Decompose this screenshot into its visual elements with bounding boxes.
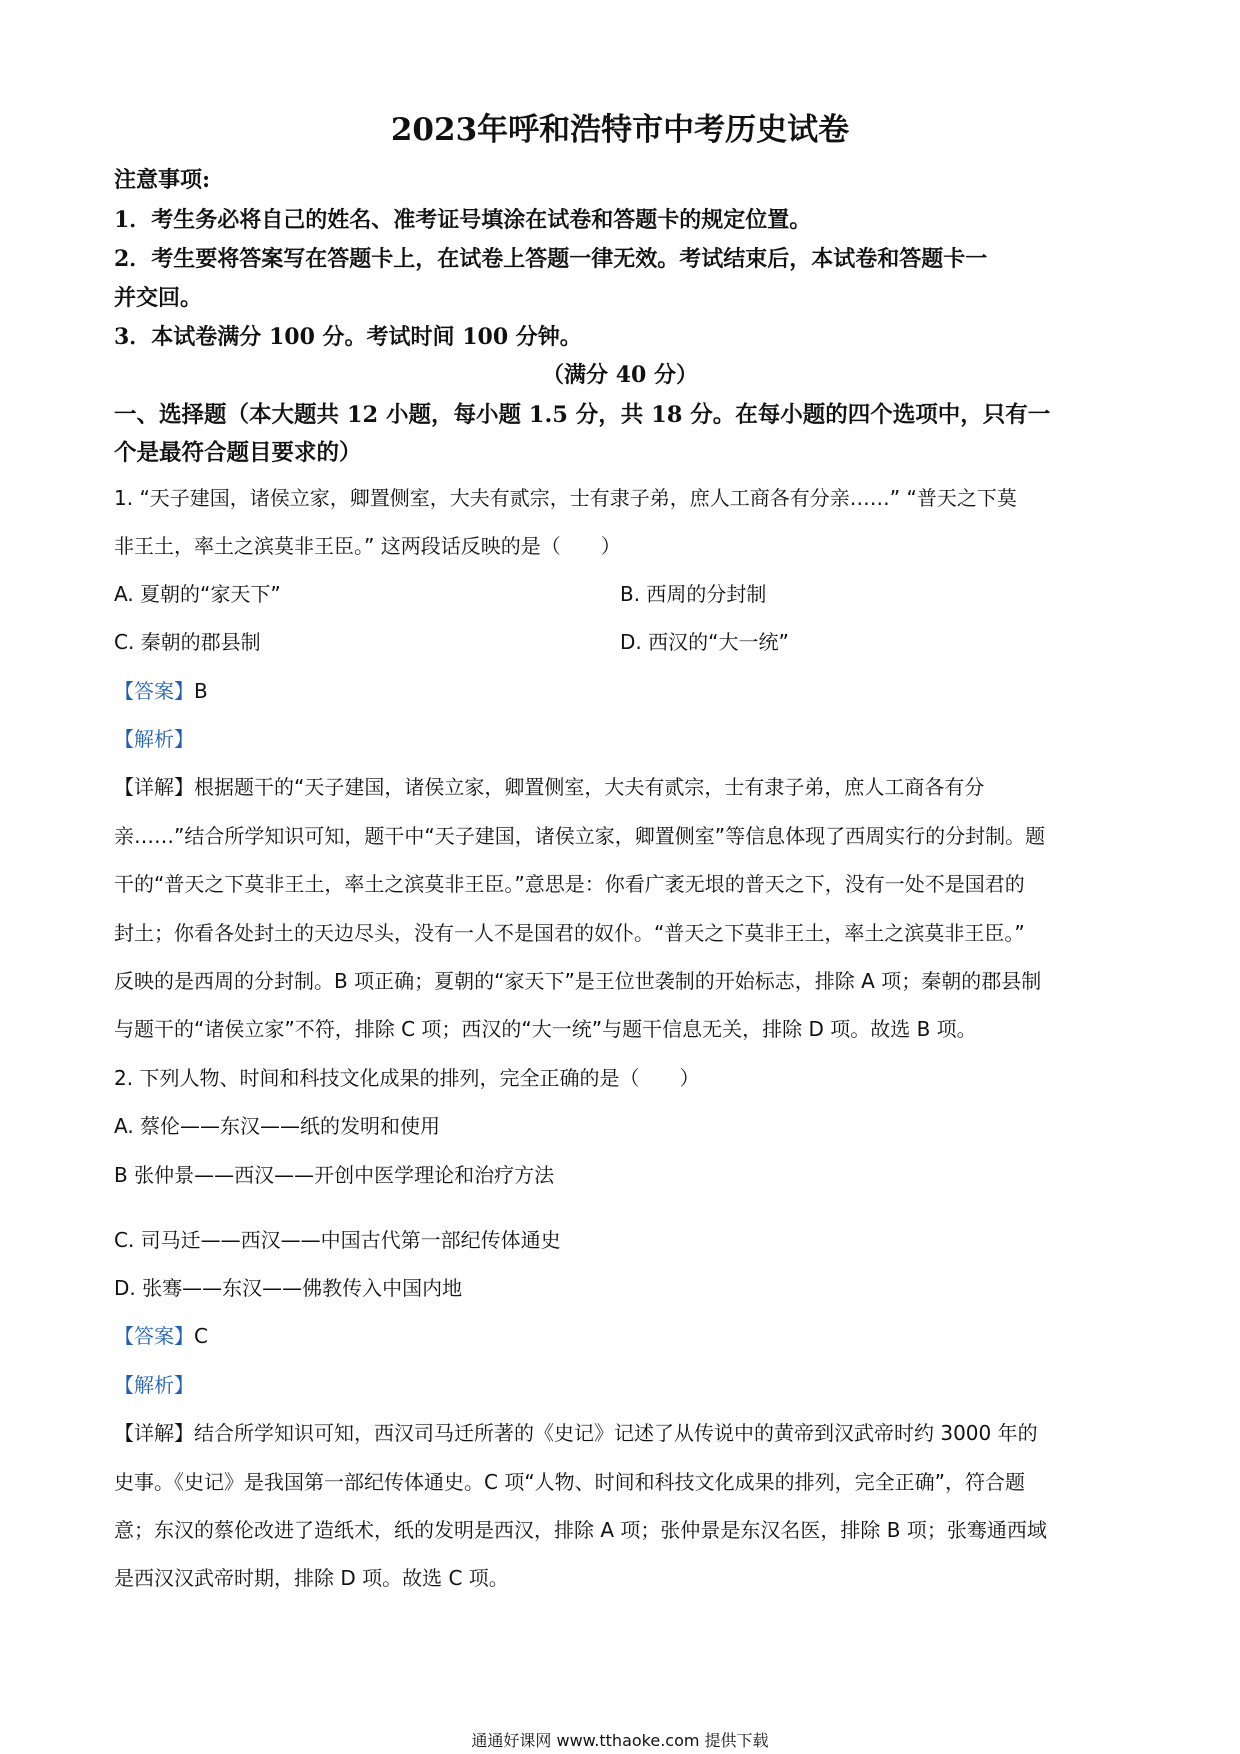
- page-title: 2023年呼和浩特市中考历史试卷: [390, 112, 850, 148]
- section-heading-2: 个是最符合题目要求的）: [114, 440, 362, 466]
- q2-analysis-tag: 【解析】: [114, 1373, 194, 1397]
- q2-answer: [114, 1320, 208, 1349]
- answer-value: C: [194, 1324, 208, 1348]
- q1-detail-line-4: 封土；你看各处封土的天边尽头，没有一人不是国君的奴仆。“普天之下莫非王土，率土之滨莫非王臣。”: [114, 921, 1025, 945]
- detail-tag: 【详解】: [114, 1421, 194, 1445]
- answer-tag: 【答案】: [114, 679, 194, 703]
- score-note: （满分 40 分）: [542, 362, 698, 388]
- notice-heading: 注意事项:: [114, 167, 211, 193]
- q2-detail-line-4: 是西汉汉武帝时期，排除 D 项。故选 C 项。: [114, 1566, 509, 1590]
- q1-option-c: C. 秦朝的郡县制: [114, 630, 261, 654]
- q2-detail-line-2: 史事。《史记》是我国第一部纪传体通史。C 项“人物、时间和科技文化成果的排列，完全正确”，符合题: [114, 1470, 1026, 1494]
- q1-stem-line-2: 非王土，率土之滨莫非王臣。” 这两段话反映的是（ ）: [114, 534, 621, 558]
- q1-option-a: A. 夏朝的“家天下”: [114, 582, 281, 606]
- notice-item-3: 3．本试卷满分 100 分。考试时间 100 分钟。: [114, 324, 582, 350]
- page-footer: 通通好课网 www.tthaoke.com 提供下载: [471, 1731, 769, 1750]
- q2-stem: 2. 下列人物、时间和科技文化成果的排列，完全正确的是（ ）: [114, 1066, 700, 1090]
- notice-item-1: 1．考生务必将自己的姓名、准考证号填涂在试卷和答题卡的规定位置。: [114, 207, 812, 233]
- q2-option-b: B 张仲景——西汉——开创中医学理论和治疗方法: [114, 1163, 555, 1187]
- q1-detail-line-1: [114, 771, 984, 800]
- q1-analysis-tag: 【解析】: [114, 727, 194, 751]
- q1-detail-line-2: 亲……”结合所学知识可知，题干中“天子建国，诸侯立家，卿置侧室”等信息体现了西周实行的分封制。题: [114, 824, 1046, 848]
- detail-tag: 【详解】: [114, 775, 194, 799]
- detail-text: 结合所学知识可知，西汉司马迁所著的《史记》记述了从传说中的黄帝到汉武帝时约 3000 年的: [194, 1421, 1038, 1445]
- q1-answer: [114, 675, 208, 704]
- q1-option-b: B. 西周的分封制: [620, 582, 767, 606]
- q1-stem-line-1: 1. “天子建国，诸侯立家，卿置侧室，大夫有贰宗，士有隶子弟，庶人工商各有分亲……” “普天之下莫: [114, 486, 1017, 510]
- q2-detail-line-3: 意；东汉的蔡伦改进了造纸术，纸的发明是西汉，排除 A 项；张仲景是东汉名医，排除 B 项；张骞通西域: [114, 1518, 1047, 1542]
- notice-item-2b: 并交回。: [114, 285, 203, 311]
- q1-detail-line-5: 反映的是西周的分封制。B 项正确；夏朝的“家天下”是王位世袭制的开始标志，排除 A 项；秦朝的郡县制: [114, 969, 1042, 993]
- detail-text: 根据题干的“天子建国，诸侯立家，卿置侧室，大夫有贰宗，士有隶子弟，庶人工商各有分: [194, 775, 985, 799]
- q1-option-d: D. 西汉的“大一统”: [620, 630, 789, 654]
- notice-item-2a: 2．考生要将答案写在答题卡上，在试卷上答题一律无效。考试结束后，本试卷和答题卡一: [114, 246, 988, 272]
- section-heading-1: 一、选择题（本大题共 12 小题，每小题 1.5 分，共 18 分。在每小题的四个选项中，只有一: [114, 402, 1051, 428]
- q1-detail-line-3: 干的“普天之下莫非王土，率土之滨莫非王臣。”意思是：你看广袤无垠的普天之下，没有一处不是国君的: [114, 872, 1025, 896]
- q2-option-c: C. 司马迁——西汉——中国古代第一部纪传体通史: [114, 1228, 561, 1252]
- q2-detail-line-1: [114, 1417, 1038, 1446]
- answer-tag: 【答案】: [114, 1324, 194, 1348]
- q1-detail-line-6: 与题干的“诸侯立家”不符，排除 C 项；西汉的“大一统”与题干信息无关，排除 D 项。故选 B 项。: [114, 1017, 977, 1041]
- q2-option-a: A. 蔡伦——东汉——纸的发明和使用: [114, 1114, 441, 1138]
- answer-value: B: [194, 679, 208, 703]
- q2-option-d: D. 张骞——东汉——佛教传入中国内地: [114, 1276, 463, 1300]
